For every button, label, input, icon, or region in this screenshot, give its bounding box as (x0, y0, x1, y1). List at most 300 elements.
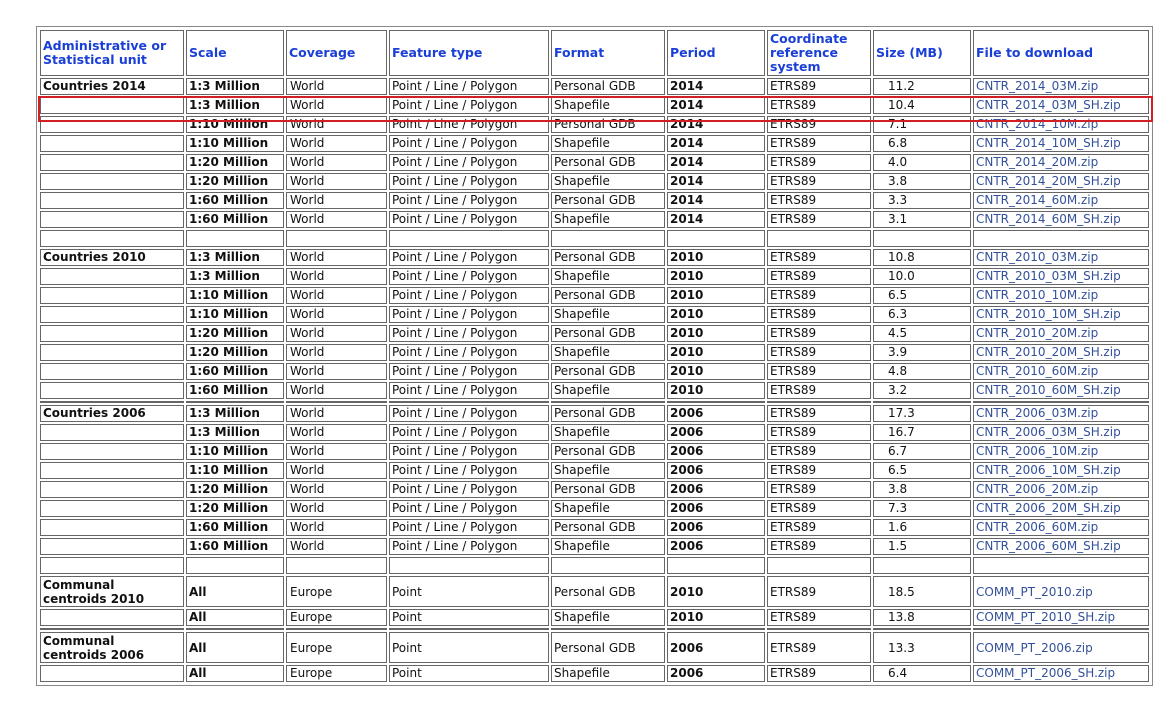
size-cell: 4.5 (873, 325, 971, 342)
period-cell: 2010 (667, 576, 765, 607)
size-cell: 3.8 (873, 481, 971, 498)
empty-cell (40, 628, 184, 630)
download-link[interactable]: COMM_PT_2010.zip (976, 584, 1093, 599)
download-link[interactable]: CNTR_2006_20M_SH.zip (976, 501, 1121, 515)
coverage-cell: World (286, 405, 387, 422)
scale-cell: All (186, 609, 284, 626)
crs-cell: ETRS89 (767, 500, 871, 517)
format-cell: Shapefile (551, 665, 665, 682)
unit-cell (40, 609, 184, 626)
scale-cell: 1:60 Million (186, 519, 284, 536)
size-cell: 6.7 (873, 443, 971, 460)
unit-cell (40, 424, 184, 441)
download-link[interactable]: CNTR_2014_03M_SH.zip (976, 98, 1121, 112)
feature-type-cell: Point / Line / Polygon (389, 249, 549, 266)
table-row (40, 576, 1149, 607)
crs-cell: ETRS89 (767, 211, 871, 228)
coverage-cell: World (286, 382, 387, 399)
size-cell: 6.3 (873, 306, 971, 323)
empty-cell (186, 230, 284, 247)
format-cell: Shapefile (551, 306, 665, 323)
downloads-table (38, 28, 1151, 684)
table-row (40, 665, 1149, 682)
crs-cell: ETRS89 (767, 538, 871, 555)
period-cell: 2014 (667, 78, 765, 95)
download-link[interactable]: CNTR_2010_60M.zip (976, 364, 1099, 378)
empty-cell (973, 230, 1149, 247)
format-cell: Personal GDB (551, 405, 665, 422)
table-row (40, 97, 1149, 114)
crs-cell: ETRS89 (767, 268, 871, 285)
period-cell: 2006 (667, 519, 765, 536)
file-cell (973, 306, 1149, 323)
download-link[interactable]: CNTR_2014_60M.zip (976, 193, 1099, 207)
format-cell: Personal GDB (551, 249, 665, 266)
format-cell: Shapefile (551, 344, 665, 361)
download-link[interactable]: CNTR_2010_60M_SH.zip (976, 383, 1121, 397)
scale-cell: 1:3 Million (186, 268, 284, 285)
format-cell: Personal GDB (551, 481, 665, 498)
file-cell (973, 462, 1149, 479)
scale-cell: 1:60 Million (186, 211, 284, 228)
size-cell: 10.8 (873, 249, 971, 266)
file-cell (973, 405, 1149, 422)
scale-cell: All (186, 665, 284, 682)
download-link[interactable]: CNTR_2006_60M.zip (976, 520, 1099, 534)
unit-cell: Countries 2006 (40, 405, 184, 422)
scale-cell: All (186, 576, 284, 607)
period-cell: 2006 (667, 632, 765, 663)
table-row (40, 500, 1149, 517)
download-link[interactable]: CNTR_2014_20M_SH.zip (976, 174, 1121, 188)
download-link[interactable]: CNTR_2006_03M_SH.zip (976, 425, 1121, 439)
empty-cell (767, 401, 871, 403)
coverage-cell: World (286, 363, 387, 380)
empty-cell (667, 628, 765, 630)
header-crs: Coordinate reference system (767, 30, 871, 76)
unit-cell (40, 443, 184, 460)
scale-cell: 1:60 Million (186, 382, 284, 399)
feature-type-cell: Point / Line / Polygon (389, 287, 549, 304)
scale-cell: 1:60 Million (186, 538, 284, 555)
size-cell: 4.8 (873, 363, 971, 380)
empty-cell (551, 401, 665, 403)
empty-cell (973, 628, 1149, 630)
unit-cell (40, 116, 184, 133)
crs-cell: ETRS89 (767, 462, 871, 479)
crs-cell: ETRS89 (767, 192, 871, 209)
scale-cell: 1:10 Million (186, 443, 284, 460)
scale-cell: 1:60 Million (186, 192, 284, 209)
scale-cell: 1:3 Million (186, 97, 284, 114)
file-cell (973, 135, 1149, 152)
unit-cell (40, 97, 184, 114)
size-cell: 13.3 (873, 632, 971, 663)
unit-cell (40, 500, 184, 517)
spacer-row (40, 230, 1149, 247)
feature-type-cell: Point / Line / Polygon (389, 462, 549, 479)
unit-cell (40, 462, 184, 479)
format-cell: Shapefile (551, 135, 665, 152)
table-row (40, 116, 1149, 133)
file-cell (973, 192, 1149, 209)
download-link[interactable]: CNTR_2010_10M.zip (976, 288, 1099, 302)
table-row (40, 382, 1149, 399)
scale-cell: 1:3 Million (186, 424, 284, 441)
period-cell: 2014 (667, 211, 765, 228)
feature-type-cell: Point (389, 609, 549, 626)
format-cell: Personal GDB (551, 576, 665, 607)
file-cell (973, 538, 1149, 555)
scale-cell: 1:20 Million (186, 481, 284, 498)
format-cell: Shapefile (551, 173, 665, 190)
download-link[interactable]: CNTR_2006_10M.zip (976, 444, 1099, 458)
download-link[interactable]: CNTR_2014_60M_SH.zip (976, 212, 1121, 226)
size-cell: 6.5 (873, 287, 971, 304)
table-row (40, 78, 1149, 95)
empty-cell (767, 230, 871, 247)
empty-cell (389, 557, 549, 574)
coverage-cell: World (286, 443, 387, 460)
header-unit: Administrative or Statistical unit (40, 30, 184, 76)
format-cell: Personal GDB (551, 78, 665, 95)
download-link[interactable]: CNTR_2014_10M.zip (976, 117, 1099, 131)
feature-type-cell: Point / Line / Polygon (389, 173, 549, 190)
size-cell: 11.2 (873, 78, 971, 95)
format-cell: Personal GDB (551, 192, 665, 209)
empty-cell (767, 557, 871, 574)
coverage-cell: World (286, 78, 387, 95)
period-cell: 2010 (667, 268, 765, 285)
empty-cell (767, 628, 871, 630)
table-row (40, 443, 1149, 460)
table-row (40, 481, 1149, 498)
period-cell: 2006 (667, 462, 765, 479)
table-row (40, 632, 1149, 663)
period-cell: 2006 (667, 405, 765, 422)
empty-cell (551, 230, 665, 247)
scale-cell: 1:20 Million (186, 154, 284, 171)
file-cell (973, 287, 1149, 304)
size-cell: 3.2 (873, 382, 971, 399)
period-cell: 2006 (667, 443, 765, 460)
format-cell: Shapefile (551, 538, 665, 555)
size-cell: 3.8 (873, 173, 971, 190)
header-coverage: Coverage (286, 30, 387, 76)
table-row (40, 363, 1149, 380)
size-cell: 16.7 (873, 424, 971, 441)
download-link[interactable]: CNTR_2010_03M.zip (976, 250, 1099, 264)
file-cell (973, 609, 1149, 626)
period-cell: 2010 (667, 249, 765, 266)
size-cell: 1.6 (873, 519, 971, 536)
download-link[interactable]: COMM_PT_2010_SH.zip (976, 610, 1116, 624)
unit-cell (40, 287, 184, 304)
period-cell: 2014 (667, 154, 765, 171)
unit-cell (40, 382, 184, 399)
size-cell: 3.1 (873, 211, 971, 228)
scale-cell: 1:20 Million (186, 173, 284, 190)
unit-cell: Countries 2014 (40, 78, 184, 95)
download-link[interactable]: CNTR_2010_10M_SH.zip (976, 307, 1121, 321)
coverage-cell: Europe (286, 576, 387, 607)
unit-cell (40, 211, 184, 228)
empty-cell (286, 557, 387, 574)
empty-cell (40, 230, 184, 247)
feature-type-cell: Point / Line / Polygon (389, 78, 549, 95)
period-cell: 2010 (667, 363, 765, 380)
table-row (40, 211, 1149, 228)
feature-type-cell: Point / Line / Polygon (389, 135, 549, 152)
unit-cell (40, 268, 184, 285)
feature-type-cell: Point / Line / Polygon (389, 443, 549, 460)
feature-type-cell: Point / Line / Polygon (389, 481, 549, 498)
format-cell: Shapefile (551, 211, 665, 228)
coverage-cell: World (286, 306, 387, 323)
period-cell: 2010 (667, 609, 765, 626)
spacer-row (40, 628, 1149, 630)
file-cell (973, 363, 1149, 380)
feature-type-cell: Point / Line / Polygon (389, 116, 549, 133)
scale-cell: 1:10 Million (186, 116, 284, 133)
format-cell: Personal GDB (551, 154, 665, 171)
feature-type-cell: Point (389, 576, 549, 607)
file-cell (973, 249, 1149, 266)
crs-cell: ETRS89 (767, 173, 871, 190)
table-row (40, 519, 1149, 536)
empty-cell (973, 401, 1149, 403)
download-link[interactable]: COMM_PT_2006.zip (976, 640, 1093, 655)
table-row (40, 462, 1149, 479)
crs-cell: ETRS89 (767, 363, 871, 380)
header-format: Format (551, 30, 665, 76)
coverage-cell: World (286, 211, 387, 228)
spacer-row (40, 557, 1149, 574)
feature-type-cell: Point / Line / Polygon (389, 500, 549, 517)
file-cell (973, 500, 1149, 517)
crs-cell: ETRS89 (767, 78, 871, 95)
crs-cell: ETRS89 (767, 665, 871, 682)
file-cell (973, 97, 1149, 114)
unit-cell: Communal centroids 2010 (40, 576, 184, 607)
size-cell: 7.3 (873, 500, 971, 517)
file-cell (973, 443, 1149, 460)
feature-type-cell: Point / Line / Polygon (389, 538, 549, 555)
period-cell: 2006 (667, 665, 765, 682)
file-cell (973, 154, 1149, 171)
coverage-cell: World (286, 287, 387, 304)
size-cell: 6.4 (873, 665, 971, 682)
empty-cell (389, 628, 549, 630)
download-link[interactable]: CNTR_2006_60M_SH.zip (976, 539, 1121, 553)
download-link[interactable]: COMM_PT_2006_SH.zip (976, 666, 1116, 680)
crs-cell: ETRS89 (767, 632, 871, 663)
table-row (40, 344, 1149, 361)
empty-cell (873, 230, 971, 247)
period-cell: 2006 (667, 481, 765, 498)
scale-cell: 1:20 Million (186, 325, 284, 342)
coverage-cell: World (286, 192, 387, 209)
format-cell: Shapefile (551, 268, 665, 285)
coverage-cell: World (286, 268, 387, 285)
table-row (40, 287, 1149, 304)
scale-cell: All (186, 632, 284, 663)
download-link[interactable]: CNTR_2010_03M_SH.zip (976, 269, 1121, 283)
table-row (40, 306, 1149, 323)
file-cell (973, 632, 1149, 663)
format-cell: Shapefile (551, 424, 665, 441)
empty-cell (389, 401, 549, 403)
file-cell (973, 78, 1149, 95)
feature-type-cell: Point / Line / Polygon (389, 344, 549, 361)
unit-cell: Countries 2010 (40, 249, 184, 266)
table-row (40, 249, 1149, 266)
unit-cell (40, 192, 184, 209)
table-row (40, 135, 1149, 152)
size-cell: 3.9 (873, 344, 971, 361)
scale-cell: 1:20 Million (186, 344, 284, 361)
unit-cell (40, 306, 184, 323)
size-cell: 4.0 (873, 154, 971, 171)
scale-cell: 1:10 Million (186, 462, 284, 479)
file-cell (973, 424, 1149, 441)
size-cell: 17.3 (873, 405, 971, 422)
table-row (40, 424, 1149, 441)
crs-cell: ETRS89 (767, 325, 871, 342)
format-cell: Shapefile (551, 462, 665, 479)
empty-cell (551, 557, 665, 574)
feature-type-cell: Point / Line / Polygon (389, 405, 549, 422)
scale-cell: 1:3 Million (186, 78, 284, 95)
crs-cell: ETRS89 (767, 97, 871, 114)
crs-cell: ETRS89 (767, 443, 871, 460)
size-cell: 7.1 (873, 116, 971, 133)
file-cell (973, 211, 1149, 228)
format-cell: Personal GDB (551, 519, 665, 536)
file-cell (973, 665, 1149, 682)
crs-cell: ETRS89 (767, 116, 871, 133)
file-cell (973, 576, 1149, 607)
scale-cell: 1:60 Million (186, 363, 284, 380)
unit-cell (40, 173, 184, 190)
empty-cell (873, 401, 971, 403)
size-cell: 6.8 (873, 135, 971, 152)
feature-type-cell: Point / Line / Polygon (389, 192, 549, 209)
coverage-cell: World (286, 538, 387, 555)
empty-cell (186, 628, 284, 630)
coverage-cell: World (286, 116, 387, 133)
crs-cell: ETRS89 (767, 154, 871, 171)
unit-cell (40, 519, 184, 536)
coverage-cell: World (286, 344, 387, 361)
coverage-cell: World (286, 519, 387, 536)
table-row (40, 268, 1149, 285)
feature-type-cell: Point / Line / Polygon (389, 211, 549, 228)
format-cell: Personal GDB (551, 325, 665, 342)
period-cell: 2014 (667, 116, 765, 133)
format-cell: Personal GDB (551, 116, 665, 133)
file-cell (973, 325, 1149, 342)
file-cell (973, 116, 1149, 133)
download-link[interactable]: CNTR_2006_20M.zip (976, 482, 1099, 496)
format-cell: Personal GDB (551, 443, 665, 460)
unit-cell (40, 135, 184, 152)
feature-type-cell: Point / Line / Polygon (389, 154, 549, 171)
format-cell: Shapefile (551, 382, 665, 399)
scale-cell: 1:10 Million (186, 135, 284, 152)
scale-cell: 1:20 Million (186, 500, 284, 517)
coverage-cell: World (286, 325, 387, 342)
coverage-cell: World (286, 500, 387, 517)
download-link[interactable]: CNTR_2014_03M.zip (976, 79, 1099, 93)
header-size: Size (MB) (873, 30, 971, 76)
header-period: Period (667, 30, 765, 76)
period-cell: 2006 (667, 424, 765, 441)
table-row (40, 192, 1149, 209)
file-cell (973, 344, 1149, 361)
file-cell (973, 382, 1149, 399)
header-row (40, 30, 1149, 76)
size-cell: 13.8 (873, 609, 971, 626)
feature-type-cell: Point (389, 665, 549, 682)
empty-cell (973, 557, 1149, 574)
feature-type-cell: Point / Line / Polygon (389, 519, 549, 536)
crs-cell: ETRS89 (767, 424, 871, 441)
crs-cell: ETRS89 (767, 249, 871, 266)
scale-cell: 1:3 Million (186, 405, 284, 422)
empty-cell (40, 401, 184, 403)
period-cell: 2006 (667, 538, 765, 555)
download-link[interactable]: CNTR_2014_20M.zip (976, 155, 1099, 169)
coverage-cell: Europe (286, 632, 387, 663)
table-row (40, 538, 1149, 555)
header-scale: Scale (186, 30, 284, 76)
unit-cell (40, 665, 184, 682)
period-cell: 2014 (667, 135, 765, 152)
crs-cell: ETRS89 (767, 382, 871, 399)
coverage-cell: World (286, 154, 387, 171)
format-cell: Shapefile (551, 609, 665, 626)
download-link[interactable]: CNTR_2010_20M_SH.zip (976, 345, 1121, 359)
download-link[interactable]: CNTR_2006_03M.zip (976, 406, 1099, 420)
file-cell (973, 268, 1149, 285)
coverage-cell: World (286, 424, 387, 441)
coverage-cell: World (286, 173, 387, 190)
empty-cell (186, 557, 284, 574)
downloads-table-container (36, 26, 1153, 686)
unit-cell: Communal centroids 2006 (40, 632, 184, 663)
size-cell: 10.4 (873, 97, 971, 114)
format-cell: Shapefile (551, 97, 665, 114)
empty-cell (40, 557, 184, 574)
feature-type-cell: Point (389, 632, 549, 663)
crs-cell: ETRS89 (767, 405, 871, 422)
crs-cell: ETRS89 (767, 576, 871, 607)
coverage-cell: World (286, 481, 387, 498)
crs-cell: ETRS89 (767, 519, 871, 536)
feature-type-cell: Point / Line / Polygon (389, 424, 549, 441)
download-link[interactable]: CNTR_2014_10M_SH.zip (976, 136, 1121, 150)
period-cell: 2010 (667, 325, 765, 342)
download-link[interactable]: CNTR_2006_10M_SH.zip (976, 463, 1121, 477)
download-link[interactable]: CNTR_2010_20M.zip (976, 326, 1099, 340)
unit-cell (40, 344, 184, 361)
empty-cell (286, 401, 387, 403)
table-row (40, 609, 1149, 626)
size-cell: 10.0 (873, 268, 971, 285)
coverage-cell: World (286, 97, 387, 114)
empty-cell (186, 401, 284, 403)
